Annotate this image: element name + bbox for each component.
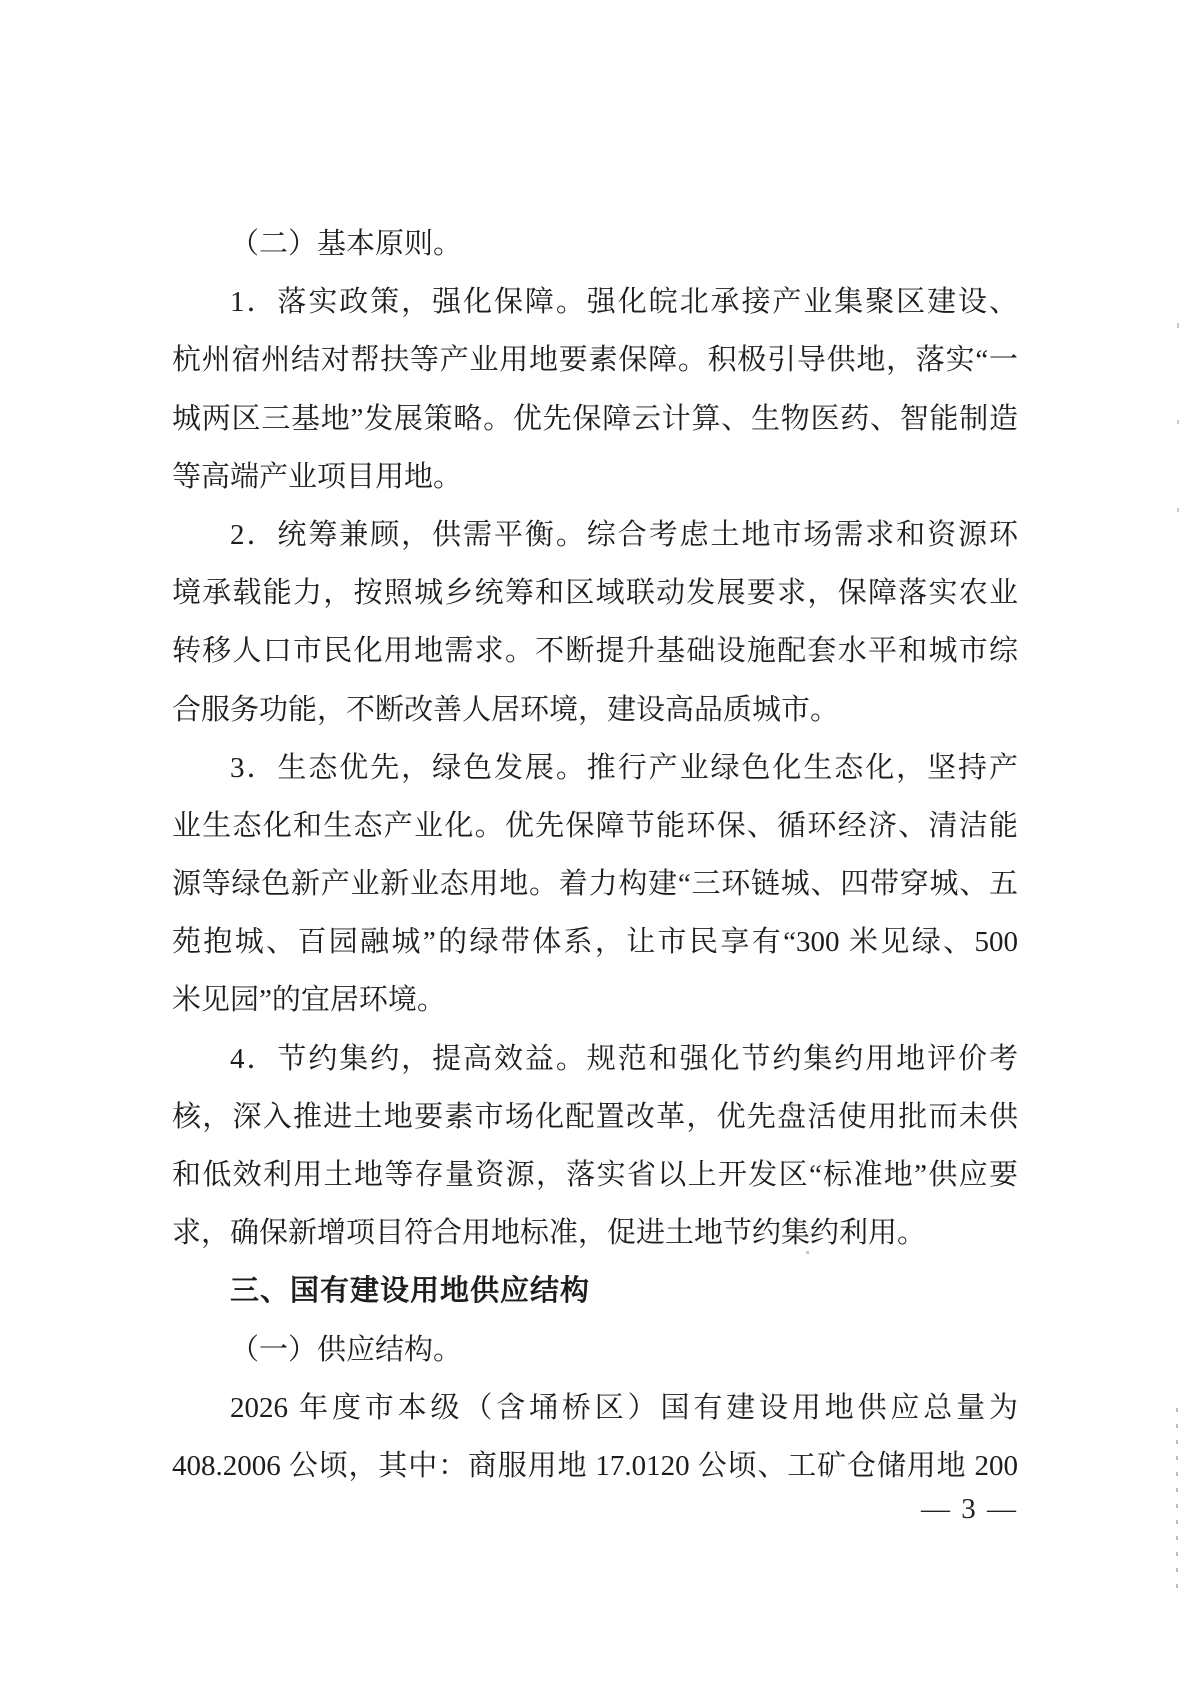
subsection-heading: （二）基本原则。 — [230, 228, 463, 260]
subsection-heading: （一）供应结构。 — [230, 1333, 463, 1366]
body-text-line: 4．节约集约，提高效益。规范和强化节约集约用地评价考 — [230, 1042, 1018, 1075]
scan-artifact — [1176, 1408, 1178, 1594]
body-text-line: 和低效利用土地等存量资源，落实省以上开发区“标准地”供应要 — [172, 1159, 1018, 1191]
body-text-line: 米见园”的宜居环境。 — [172, 984, 446, 1017]
body-text-line: 408.2006 公顷，其中：商服用地 17.0120 公顷、工矿仓储用地 200 — [172, 1449, 1018, 1482]
body-text-line: 业生态化和生态产业化。优先保障节能环保、循环经济、清洁能 — [172, 809, 1018, 842]
body-text-line: 杭州宿州结对帮扶等产业用地要素保障。积极引导供地，落实“一 — [172, 344, 1018, 377]
body-text-line: 核，深入推进土地要素市场化配置改革，优先盘活使用批而未供 — [172, 1100, 1018, 1133]
scan-artifact — [1177, 323, 1179, 328]
scan-artifact — [1177, 420, 1179, 424]
scan-artifact — [1177, 508, 1179, 512]
body-text-line: 等高端产业项目用地。 — [172, 460, 463, 493]
body-text-line: 苑抱城、百园融城”的绿带体系，让市民享有“300 米见绿、500 — [172, 926, 1018, 959]
body-text-line: 3．生态优先，绿色发展。推行产业绿色化生态化，坚持产 — [230, 751, 1018, 784]
scan-artifact — [806, 1251, 809, 1254]
body-text-line: 转移人口市民化用地需求。不断提升基础设施配套水平和城市综 — [172, 635, 1018, 668]
body-text-line: 求，确保新增项目符合用地标准，促进土地节约集约利用。 — [172, 1217, 927, 1250]
body-text-line: 合服务功能，不断改善人居环境，建设高品质城市。 — [172, 693, 840, 726]
body-text-line: 源等绿色新产业新业态用地。着力构建“三环链城、四带穿城、五 — [172, 868, 1018, 901]
body-text-line: 2026 年度市本级（含埇桥区）国有建设用地供应总量为 — [230, 1391, 1018, 1424]
body-text-line: 1．落实政策，强化保障。强化皖北承接产业集聚区建设、 — [230, 286, 1018, 319]
body-text-line: 城两区三基地”发展策略。优先保障云计算、生物医药、智能制造 — [172, 402, 1018, 435]
page-number: — 3 — — [921, 1493, 1018, 1525]
section-heading: 三、国有建设用地供应结构 — [230, 1275, 591, 1308]
document-text — [172, 215, 1018, 1495]
body-text-line: 境承载能力，按照城乡统筹和区域联动发展要求，保障落实农业 — [172, 577, 1018, 610]
body-text-line: 2．统筹兼顾，供需平衡。综合考虑土地市场需求和资源环 — [230, 518, 1018, 551]
